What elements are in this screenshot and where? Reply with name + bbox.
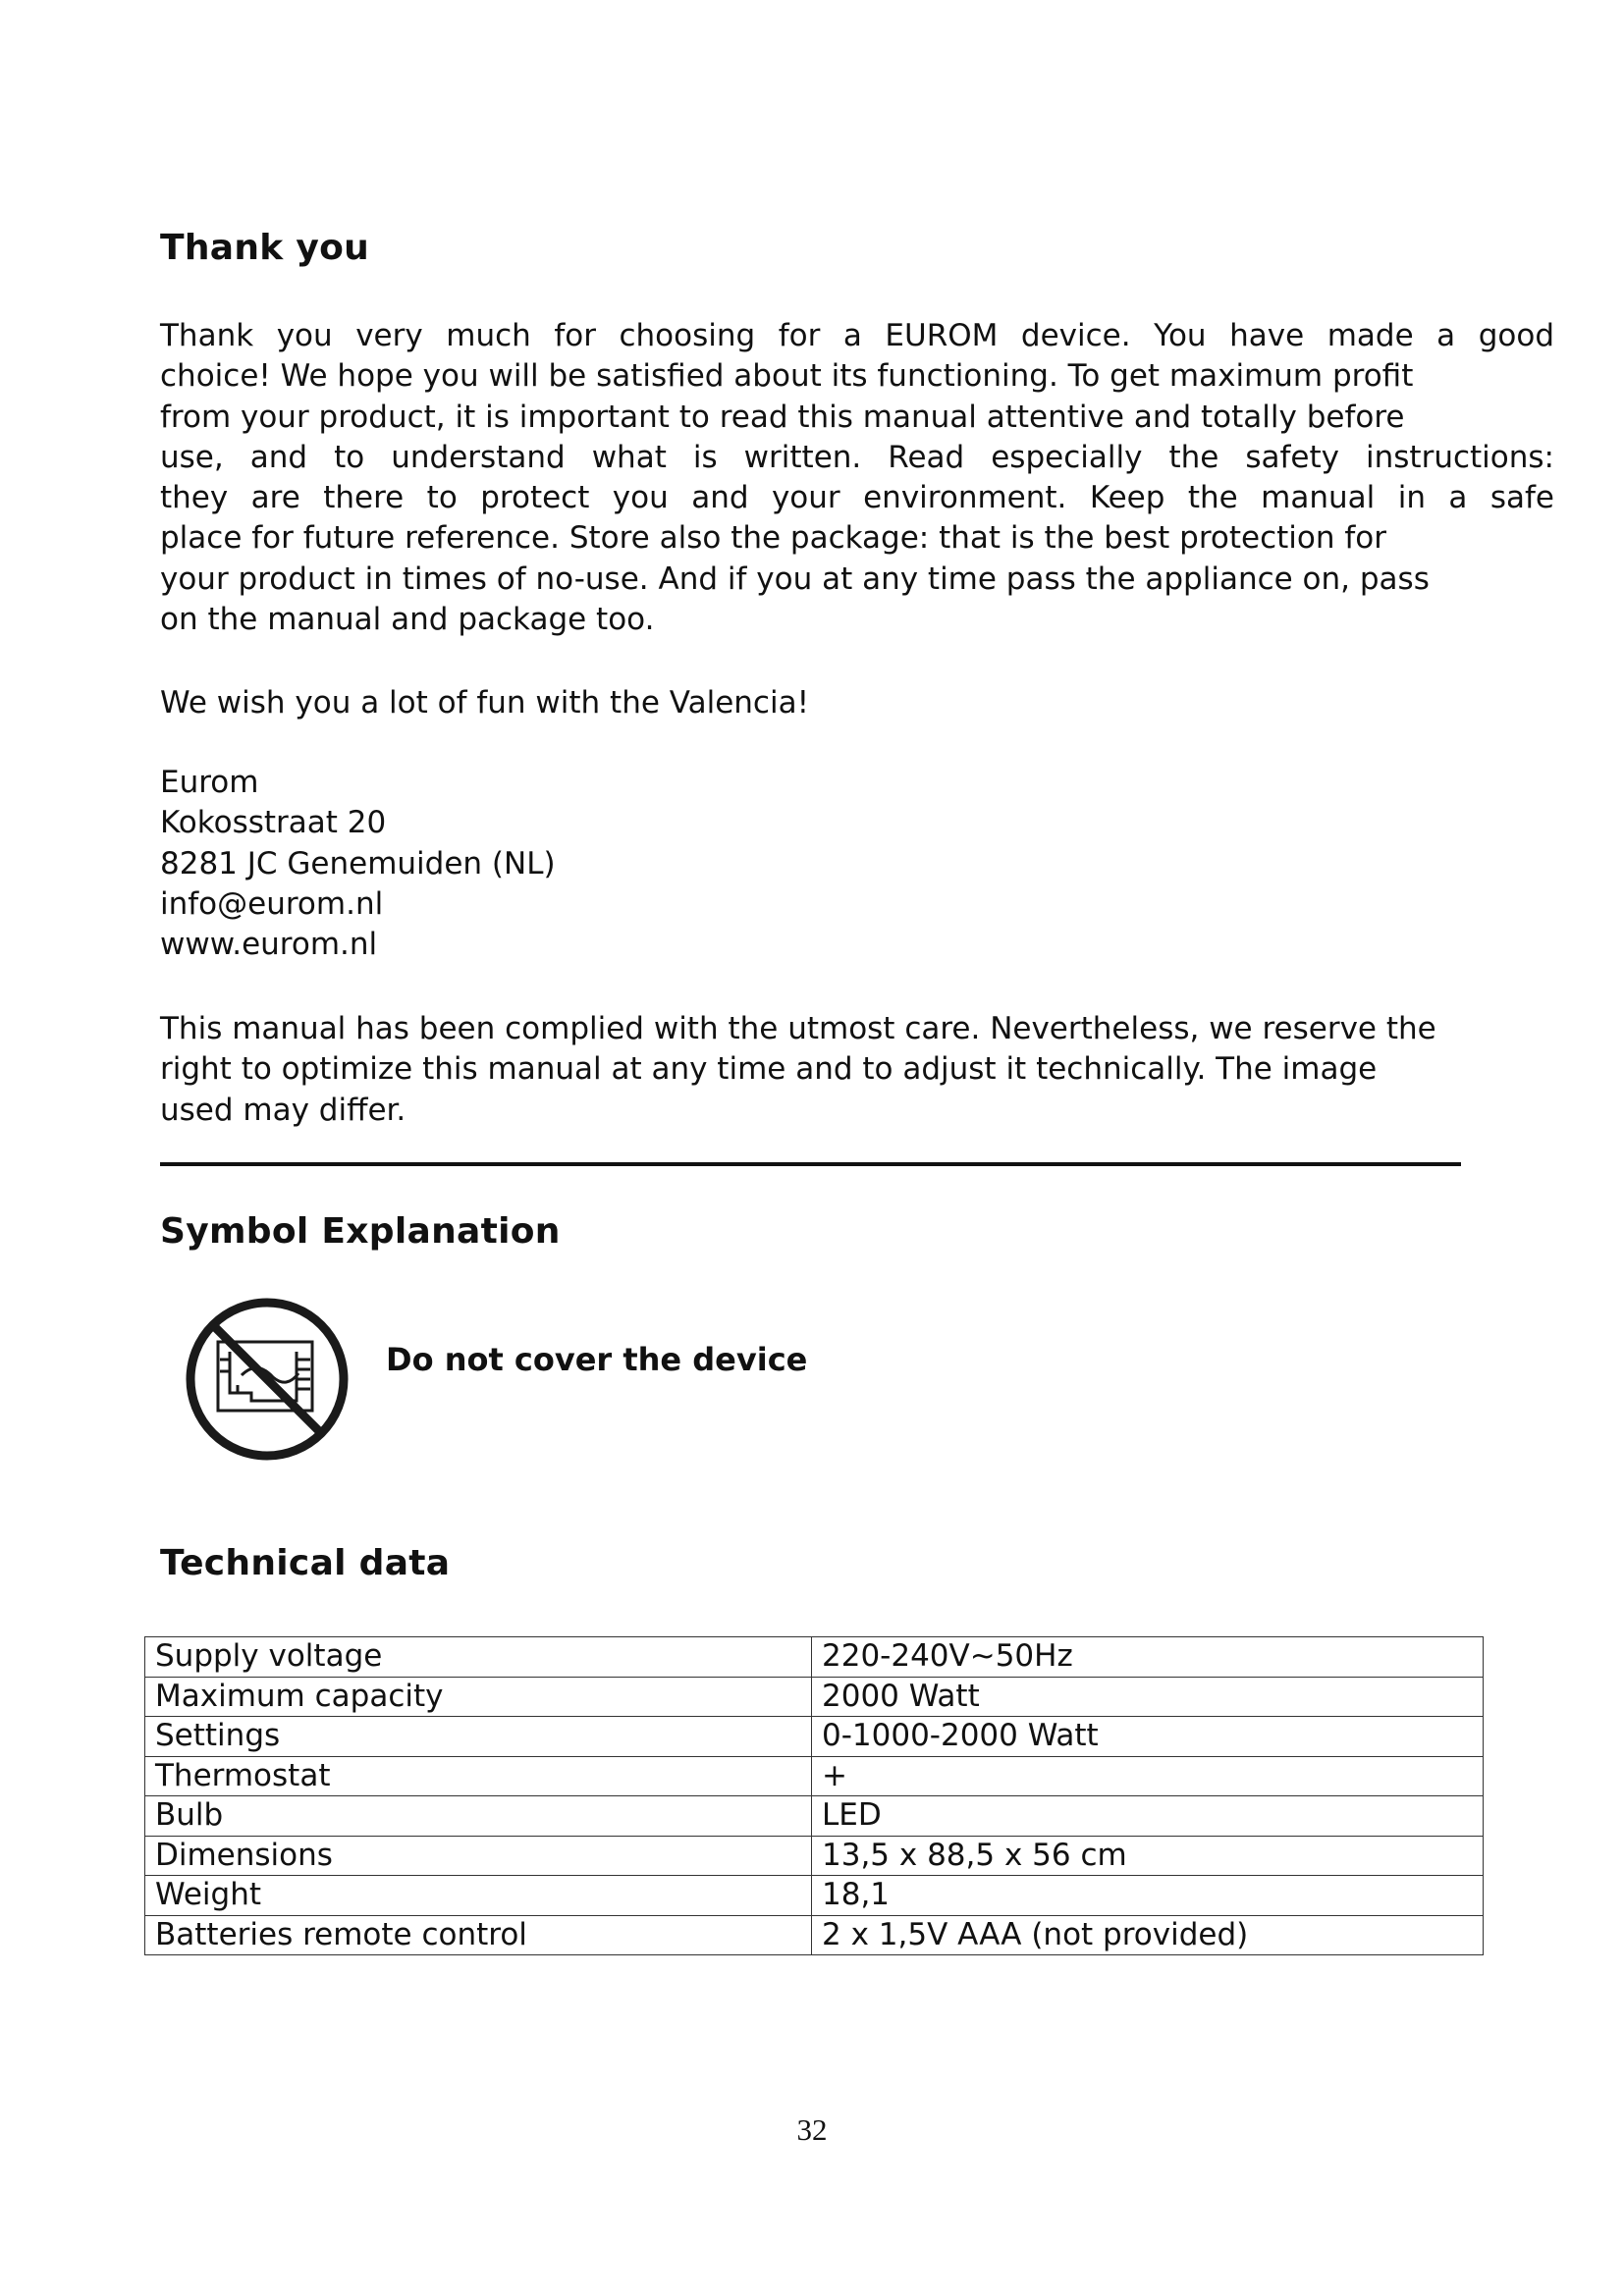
thank-you-heading: Thank you	[160, 228, 370, 268]
intro-line: your product in times of no-use. And if you at any time pass the appliance on, pass	[160, 561, 1430, 597]
do-not-cover-icon	[179, 1291, 355, 1468]
spec-value: 2000 Watt	[812, 1677, 1484, 1717]
spec-value: 220-240V~50Hz	[812, 1637, 1484, 1678]
spec-label: Thermostat	[145, 1756, 812, 1796]
spec-label: Dimensions	[145, 1836, 812, 1876]
spec-value: 0-1000-2000 Watt	[812, 1717, 1484, 1757]
intro-line: they are there to protect you and your environment. Keep the manual in a safe	[160, 480, 1554, 516]
technical-data-heading: Technical data	[160, 1543, 451, 1583]
email-address: info@eurom.nl	[160, 885, 384, 922]
website: www.eurom.nl	[160, 927, 378, 963]
disclaimer-line: right to optimize this manual at any time and to adjust it technically. The image	[160, 1051, 1378, 1088]
symbol-explanation-heading: Symbol Explanation	[160, 1211, 561, 1252]
intro-line: place for future reference. Store also the package: that is the best protection for	[160, 520, 1386, 557]
table-row	[145, 1677, 1484, 1717]
symbol-label: Do not cover the device	[386, 1341, 808, 1378]
table-row	[145, 1836, 1484, 1876]
spec-label: Supply voltage	[145, 1637, 812, 1678]
wish-text: We wish you a lot of fun with the Valencia!	[160, 685, 809, 721]
intro-paragraph	[160, 316, 1554, 640]
section-divider	[160, 1162, 1461, 1166]
table-row	[145, 1637, 1484, 1678]
technical-data-table	[144, 1636, 1484, 1955]
intro-line: on the manual and package too.	[160, 602, 655, 638]
spec-value: 13,5 x 88,5 x 56 cm	[812, 1836, 1484, 1876]
disclaimer-line: This manual has been complied with the utmost care. Nevertheless, we reserve the	[160, 1011, 1436, 1046]
table-row	[145, 1915, 1484, 1955]
spec-value: LED	[812, 1796, 1484, 1837]
intro-line: choice! We hope you will be satisfied about its functioning. To get maximum profit	[160, 358, 1414, 395]
intro-line: from your product, it is important to read this manual attentive and totally before	[160, 399, 1405, 435]
intro-line: Thank you very much for choosing for a EUROM device. You have made a good	[160, 318, 1554, 353]
company-name: Eurom	[160, 765, 259, 800]
intro-line: use, and to understand what is written. Read especially the safety instructions:	[160, 439, 1554, 475]
disclaimer-line: used may differ.	[160, 1092, 406, 1128]
postal-city: 8281 JC Genemuiden (NL)	[160, 845, 556, 881]
spec-label: Settings	[145, 1717, 812, 1757]
table-row	[145, 1876, 1484, 1916]
street-address: Kokosstraat 20	[160, 805, 387, 841]
disclaimer-paragraph	[160, 1009, 1554, 1131]
spec-value: 2 x 1,5V AAA (not provided)	[812, 1915, 1484, 1955]
spec-label: Bulb	[145, 1796, 812, 1837]
table-row	[145, 1756, 1484, 1796]
spec-value: +	[812, 1756, 1484, 1796]
page-number: 32	[796, 2112, 828, 2147]
spec-value: 18,1	[812, 1876, 1484, 1916]
spec-label: Maximum capacity	[145, 1677, 812, 1717]
address-block	[160, 763, 1554, 965]
spec-label: Batteries remote control	[145, 1915, 812, 1955]
table-row	[145, 1717, 1484, 1757]
spec-label: Weight	[145, 1876, 812, 1916]
table-row	[145, 1796, 1484, 1837]
